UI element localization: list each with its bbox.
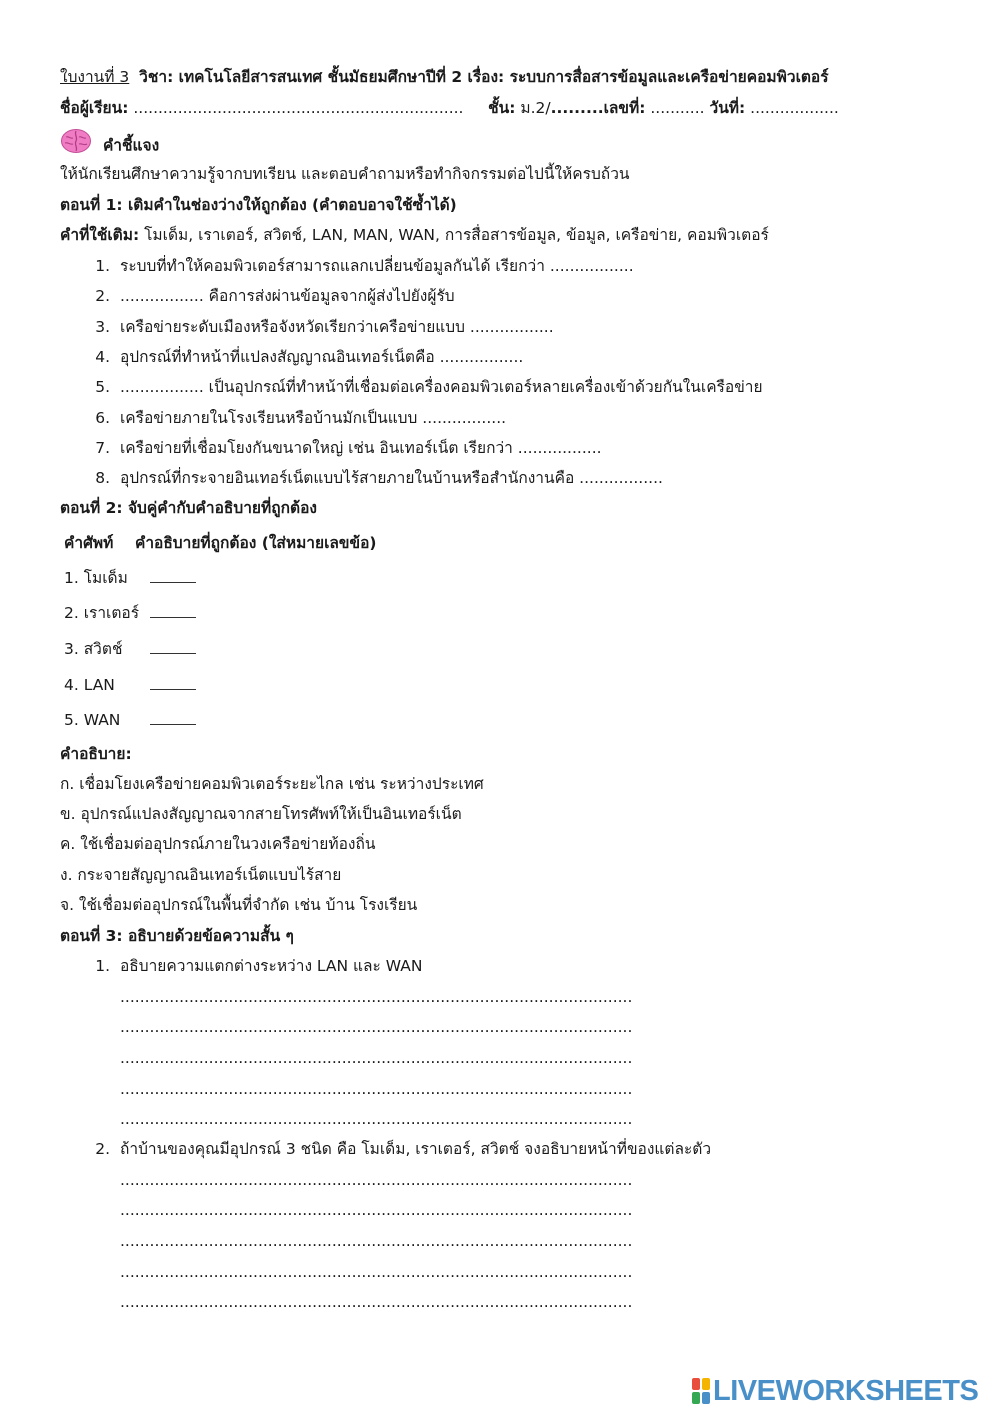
answer-line[interactable]: ........................................................................................................ [120,1049,633,1067]
worksheet-number: ใบงานที่ 3 [60,68,130,86]
match-answer-field[interactable] [150,675,196,690]
name-field[interactable]: ................................................................... [133,99,464,117]
answer-line[interactable]: ........................................................................................................ [120,1110,633,1128]
list-item[interactable]: 1. ระบบที่ทำให้คอมพิวเตอร์สามารถแลกเปลี่ยนข้อมูลกันได้ เรียกว่า ................. [95,257,634,275]
instructions-heading [60,128,1000,164]
word-bank-list: โมเด็ม, เราเตอร์, สวิตช์, LAN, MAN, WAN, การสื่อสารข้อมูล, ข้อมูล, เครือข่าย, คอมพิวเตอร์ [144,226,769,244]
part1-title: ตอนที่ 1: เติมคำในช่องว่างให้ถูกต้อง (คำตอบอาจใช้ซ้ำได้) [60,196,457,214]
word-bank-label: คำที่ใช้เติม: [60,226,140,244]
description-item: จ. ใช้เชื่อมต่ออุปกรณ์ในพื้นที่จำกัด เช่น บ้าน โรงเรียน [60,896,418,914]
description-item: ง. กระจายสัญญาณอินเทอร์เน็ตแบบไร้สาย [60,866,342,884]
class-value: ม.2/ [520,99,551,117]
match-row: 4. LAN [64,674,1000,696]
answer-line[interactable]: ........................................................................................................ [120,1080,633,1098]
answer-line[interactable]: ........................................................................................................ [120,1263,633,1281]
class-field[interactable]: ......... [550,99,604,117]
date-label: วันที่: [709,99,746,117]
answer-line[interactable]: ........................................................................................................ [120,1171,633,1189]
match-row: 2. เราเตอร์ [64,602,1000,624]
col-term-header: คำศัพท์ [64,534,114,552]
answer-line[interactable]: ........................................................................................................ [120,1018,633,1036]
match-answer-field[interactable] [150,710,196,725]
description-item: ข. อุปกรณ์แปลงสัญญาณจากสายโทรศัพท์ให้เป็นอินเทอร์เน็ต [60,805,462,823]
student-info-row [60,97,1000,119]
match-row: 1. โมเด็ม [64,567,1000,589]
match-answer-field[interactable] [150,639,196,654]
description-item: ก. เชื่อมโยงเครือข่ายคอมพิวเตอร์ระยะไกล เช่น ระหว่างประเทศ [60,775,484,793]
match-answer-field[interactable] [150,603,196,618]
description-item: ค. ใช้เชื่อมต่ออุปกรณ์ภายในวงเครือข่ายท้องถิ่น [60,835,376,853]
worksheet-header [60,66,1000,88]
part3-question-2: 2. ถ้าบ้านของคุณมีอุปกรณ์ 3 ชนิด คือ โมเด็ม, เราเตอร์, สวิตช์ จงอธิบายหน้าที่ของแต่ละตัว [95,1140,712,1158]
list-item[interactable]: 8. อุปกรณ์ที่กระจายอินเทอร์เน็ตแบบไร้สายภายในบ้านหรือสำนักงานคือ ................. [95,469,663,487]
part3-title: ตอนที่ 3: อธิบายด้วยข้อความสั้น ๆ [60,927,294,945]
name-label: ชื่อผู้เรียน: [60,99,129,117]
logo-text: LIVEWORKSHEETS [713,1374,979,1407]
list-item[interactable]: 4. อุปกรณ์ที่ทำหน้าที่แปลงสัญญาณอินเทอร์เน็ตคือ ................. [95,348,524,366]
liveworksheets-logo [692,1374,978,1408]
list-item[interactable]: 2. ................. คือการส่งผ่านข้อมูลจากผู้ส่งไปยังผู้รับ [95,287,455,305]
part2-column-headers [64,532,1000,554]
match-row: 3. สวิตช์ [64,638,1000,660]
col-desc-header: คำอธิบายที่ถูกต้อง (ใส่หมายเลขข้อ) [134,534,377,552]
answer-line[interactable]: ........................................................................................................ [120,1232,633,1250]
instructions-text: ให้นักเรียนศึกษาความรู้จากบทเรียน และตอบคำถามหรือทำกิจกรรมต่อไปนี้ให้ครบถ้วน [60,165,630,183]
descriptions-title: คำอธิบาย: [60,745,132,763]
part1-word-bank [60,224,1000,246]
liveworksheets-logo-icon [692,1378,710,1404]
class-label: ชั้น: [488,99,516,117]
part2-title: ตอนที่ 2: จับคู่คำกับคำอธิบายที่ถูกต้อง [60,499,317,517]
list-item[interactable]: 7. เครือข่ายที่เชื่อมโยงกันขนาดใหญ่ เช่น อินเทอร์เน็ต เรียกว่า ................. [95,439,602,457]
instructions-title: คำชี้แจง [102,136,160,155]
match-row: 5. WAN [64,709,1000,731]
subject-line: วิชา: เทคโนโลยีสารสนเทศ ชั้นมัธยมศึกษาปีที่ 2 เรื่อง: ระบบการสื่อสารข้อมูลและเครือข่ายคอมพิวเตอร์ [139,68,829,86]
list-item[interactable]: 5. ................. เป็นอุปกรณ์ที่ทำหน้าที่เชื่อมต่อเครื่องคอมพิวเตอร์หลายเครื่องเข้าด้วยกันในเครือข่าย [95,378,763,396]
match-answer-field[interactable] [150,568,196,583]
answer-line[interactable]: ........................................................................................................ [120,988,633,1006]
number-field[interactable]: ........... [650,99,705,117]
brain-icon [60,128,92,164]
date-field[interactable]: .................. [750,99,839,117]
list-item[interactable]: 3. เครือข่ายระดับเมืองหรือจังหวัดเรียกว่าเครือข่ายแบบ ................. [95,318,554,336]
answer-line[interactable]: ........................................................................................................ [120,1293,633,1311]
part3-question-1: 1. อธิบายความแตกต่างระหว่าง LAN และ WAN [95,957,423,975]
answer-line[interactable]: ........................................................................................................ [120,1201,633,1219]
number-label: เลขที่: [603,99,646,117]
list-item[interactable]: 6. เครือข่ายภายในโรงเรียนหรือบ้านมักเป็นแบบ ................. [95,409,507,427]
